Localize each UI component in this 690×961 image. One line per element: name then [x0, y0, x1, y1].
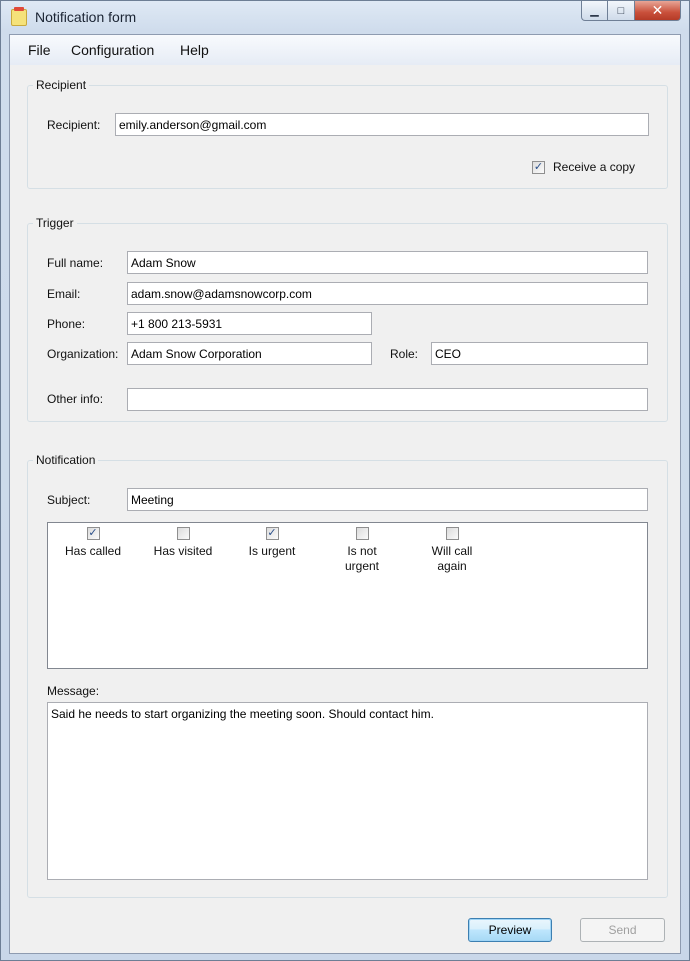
recipient-label: Recipient:: [47, 118, 101, 132]
is-not-urgent-line1: Is not: [347, 544, 377, 558]
minimize-button[interactable]: [581, 1, 608, 21]
preview-button[interactable]: Preview: [468, 918, 552, 942]
will-call-again-label: [407, 544, 497, 574]
flag-has-visited[interactable]: [138, 527, 228, 559]
close-button[interactable]: [635, 1, 681, 21]
subject-input[interactable]: [127, 488, 648, 511]
send-button[interactable]: Send: [580, 918, 665, 942]
close-icon: ✕: [651, 2, 664, 18]
maximize-icon: □: [617, 4, 625, 17]
receive-copy-checkbox[interactable]: [532, 161, 545, 174]
has-called-checkbox[interactable]: [87, 527, 100, 540]
trigger-group-legend: Trigger: [36, 216, 74, 230]
full-name-input[interactable]: [127, 251, 648, 274]
notification-group-legend: Notification: [36, 453, 96, 467]
checkmark-icon: ✓: [533, 161, 544, 173]
checkmark-icon: ✓: [88, 527, 98, 539]
message-label: Message:: [47, 684, 100, 698]
menu-file[interactable]: File: [28, 42, 51, 58]
will-call-again-checkbox[interactable]: [446, 527, 459, 540]
role-input[interactable]: [431, 342, 648, 365]
email-input[interactable]: [127, 282, 648, 305]
is-not-urgent-checkbox[interactable]: [356, 527, 369, 540]
notepad-icon: [11, 9, 27, 26]
caption-buttons: [581, 1, 681, 21]
flag-is-urgent[interactable]: [227, 527, 317, 559]
has-called-label: Has called: [64, 544, 122, 558]
will-call-again-line1: Will call: [431, 544, 473, 558]
is-urgent-checkbox[interactable]: [266, 527, 279, 540]
flags-list: [47, 522, 648, 669]
other-info-input[interactable]: [127, 388, 648, 411]
organization-label: Organization:: [47, 347, 119, 361]
organization-input[interactable]: [127, 342, 372, 365]
recipient-group-legend: Recipient: [36, 78, 87, 92]
has-visited-checkbox[interactable]: [177, 527, 190, 540]
subject-label: Subject:: [47, 493, 91, 507]
client-area: [9, 34, 681, 954]
checkmark-icon: ✓: [267, 527, 277, 539]
window-title: Notification form: [35, 9, 137, 25]
flag-is-not-urgent[interactable]: [317, 527, 407, 574]
menu-configuration[interactable]: Configuration: [71, 42, 155, 58]
phone-label: Phone:: [47, 317, 86, 331]
receive-copy-label: Receive a copy: [553, 160, 636, 174]
title-bar[interactable]: [1, 1, 689, 33]
menu-bar: [10, 35, 680, 65]
has-visited-label: Has visited: [153, 544, 213, 558]
email-label: Email:: [47, 287, 81, 301]
flag-will-call-again[interactable]: [407, 527, 497, 574]
recipient-input[interactable]: [115, 113, 649, 136]
menu-help[interactable]: Help: [180, 42, 209, 58]
message-textarea[interactable]: [47, 702, 648, 880]
is-urgent-label: Is urgent: [248, 544, 296, 558]
will-call-again-line2: again: [437, 559, 467, 573]
maximize-button[interactable]: [608, 1, 635, 21]
is-not-urgent-label: [317, 544, 407, 574]
flag-has-called[interactable]: [48, 527, 138, 559]
full-name-label: Full name:: [47, 256, 104, 270]
phone-input[interactable]: [127, 312, 372, 335]
other-info-label: Other info:: [47, 392, 104, 406]
is-not-urgent-line2: urgent: [344, 559, 380, 573]
minimize-icon: ▁: [590, 5, 599, 17]
role-label: Role:: [390, 347, 419, 361]
